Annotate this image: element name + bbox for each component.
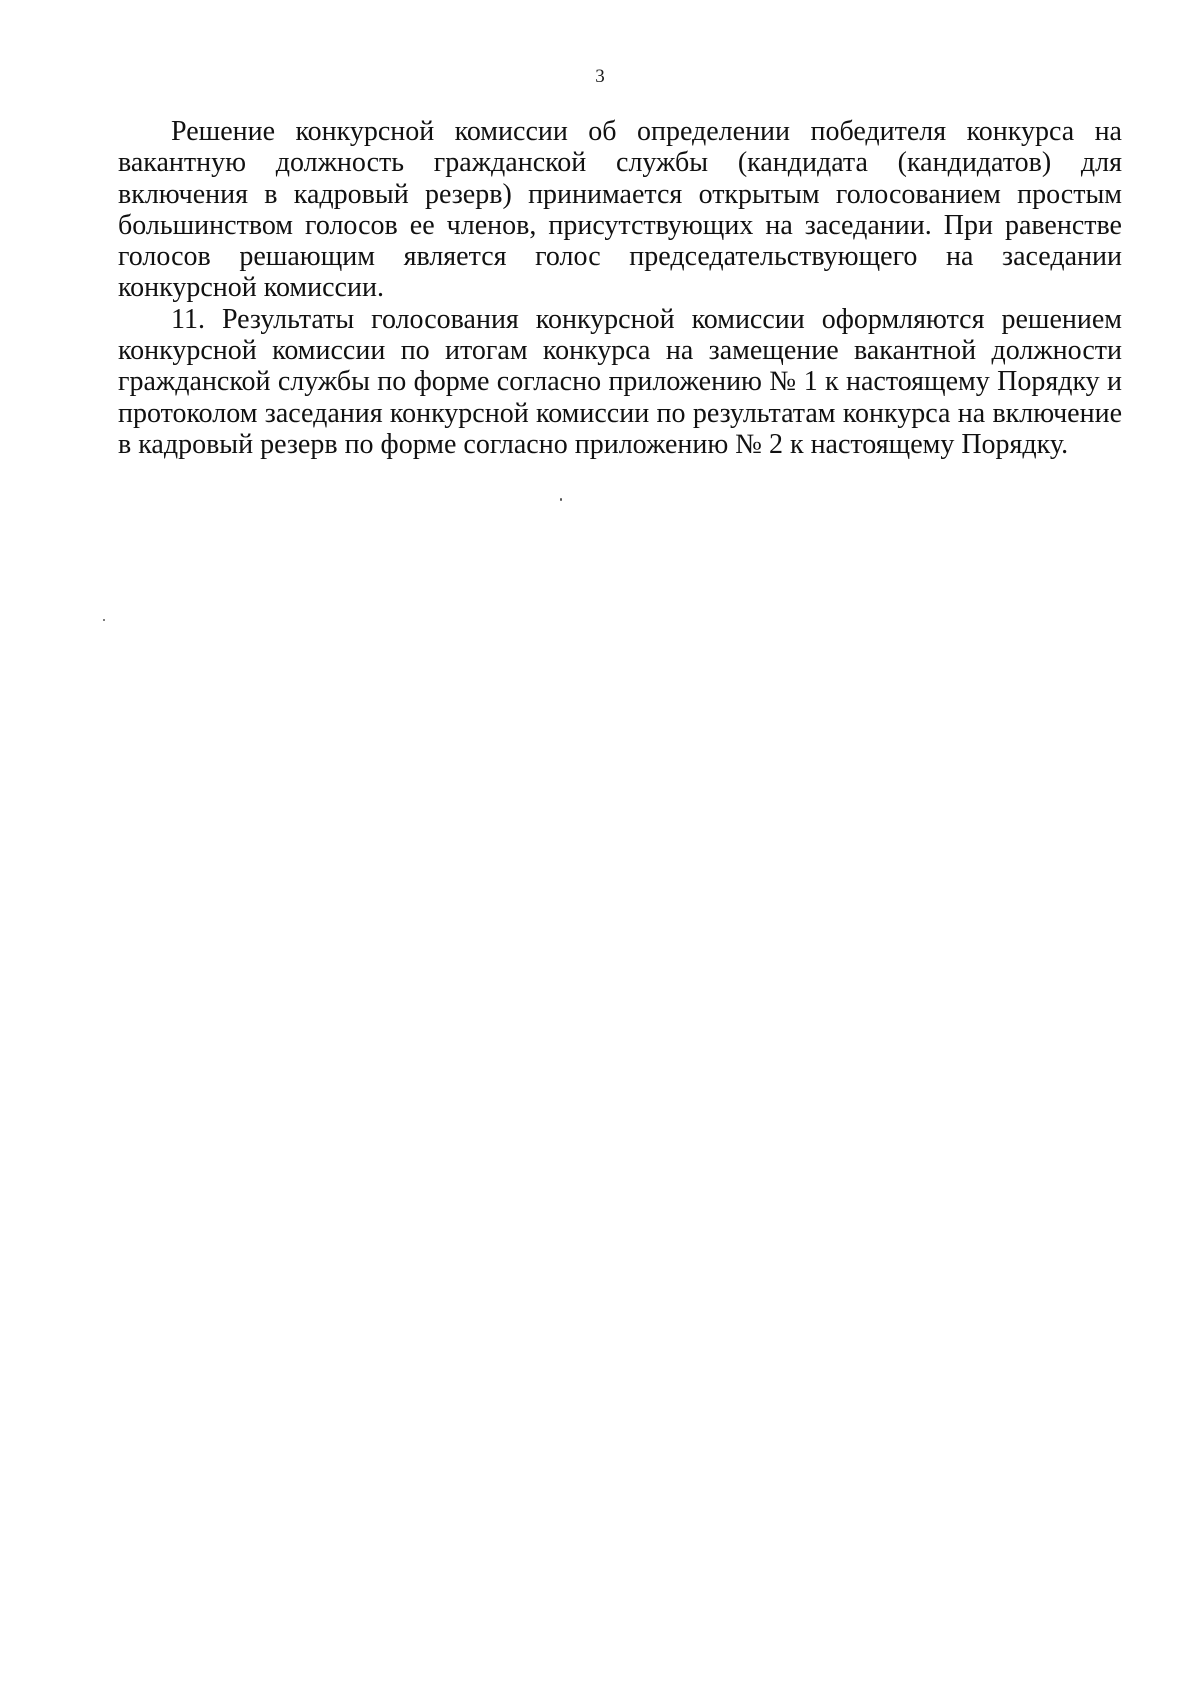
scan-speck [560,498,562,501]
paragraph-item-11: 11. Результаты голосования конкурсной комиссии оформляются решением конкурсной комиссии по итогам конкурса на замещение вакантной должности гражданской службы по форме согласно приложению № 1 к настоящему Порядку и протоколом заседания конкурсной комиссии по результатам конкурса на включение в кадровый резерв по форме согласно приложению № 2 к настоящему Порядку. [118,303,1122,460]
scan-speck [103,619,105,621]
document-body [118,116,1122,460]
page-number: 3 [595,66,605,87]
paragraph-decision: Решение конкурсной комиссии об определении победителя конкурса на вакантную должность гражданской службы (кандидата (кандидатов) для включения в кадровый резерв) принимается открытым голосованием простым большинством голосов ее членов, присутствующих на заседании. При равенстве голосов решающим является голос председательствующего на заседании конкурсной комиссии. [118,116,1122,304]
